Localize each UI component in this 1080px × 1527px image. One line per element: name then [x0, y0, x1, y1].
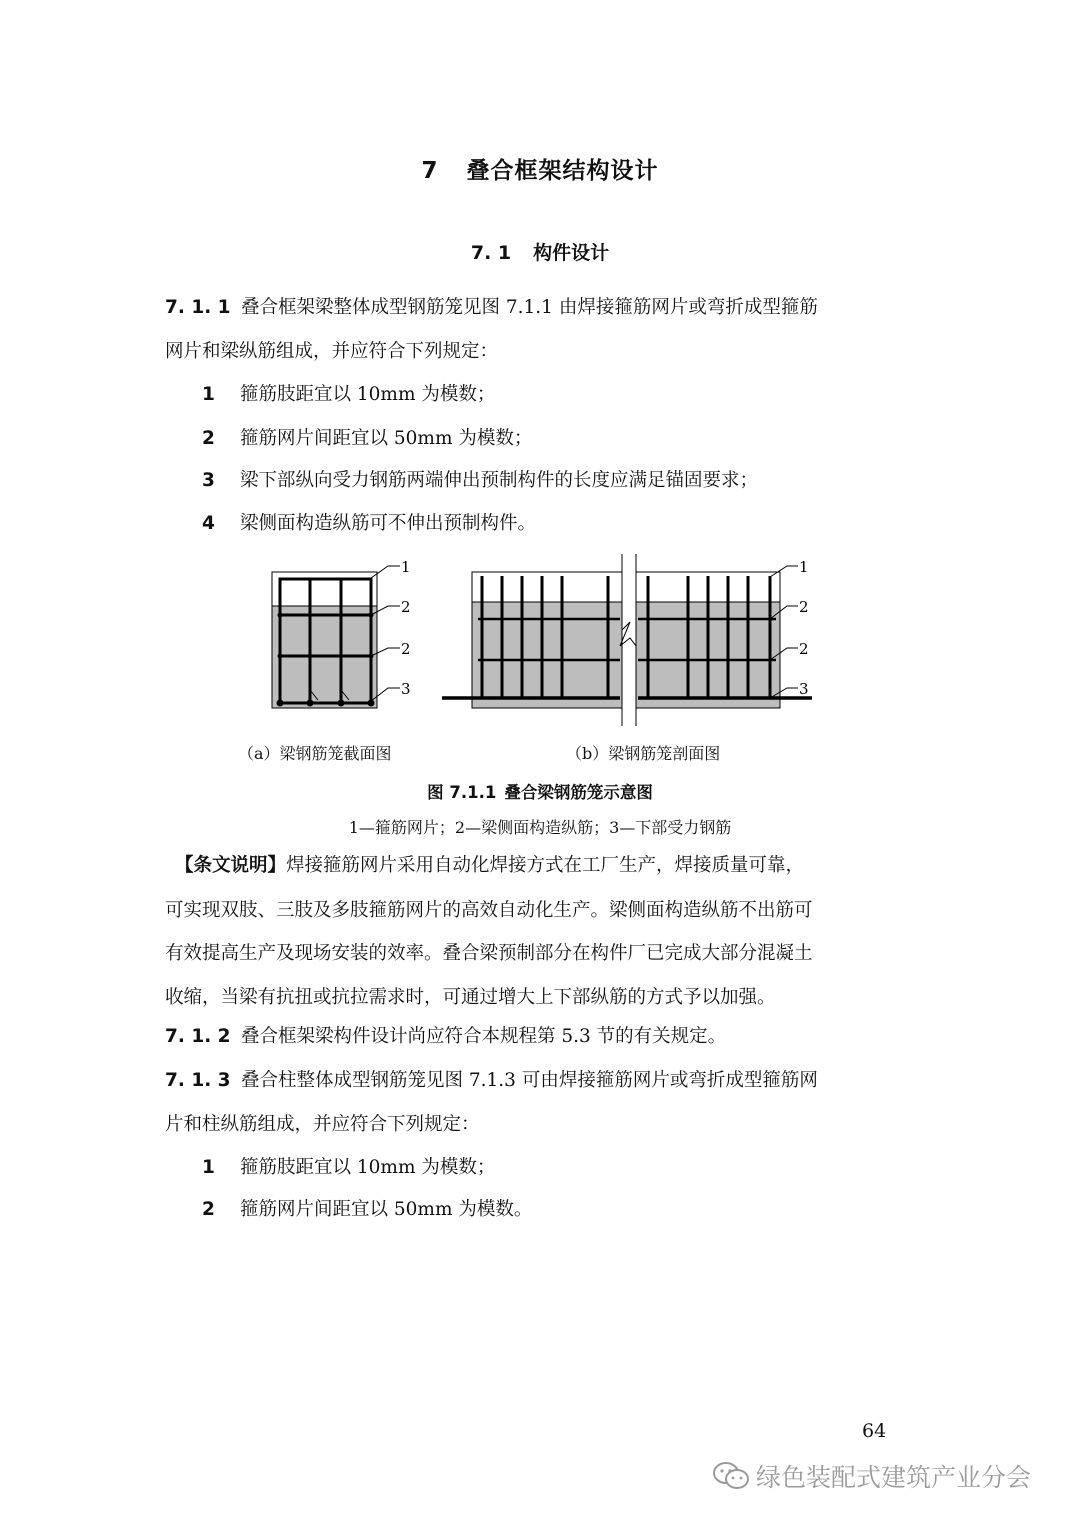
chapter-title: 叠合框架结构设计: [466, 158, 659, 184]
item-number: 1: [202, 1157, 215, 1178]
item-text: 箍筋网片间距宜以 50mm 为模数。: [240, 1199, 533, 1220]
rebar-cage-figure: [260, 550, 820, 730]
clause-711-item-3: [202, 466, 758, 492]
item-number: 2: [202, 428, 215, 449]
item-number: 3: [202, 470, 215, 491]
figure-title: [0, 779, 1080, 803]
clause-713-line1: [165, 1067, 818, 1095]
explanation-line2: 可实现双肢、三肢及多肢箍筋网片的高效自动化生产。梁侧面构造纵筋不出筋可: [165, 900, 813, 921]
explanation-line3: 有效提高生产及现场安装的效率。叠合梁预制部分在构件厂已完成大部分混凝土: [165, 943, 813, 964]
clause-711-item-2: [202, 424, 532, 450]
clause-number: 7. 1. 1: [165, 297, 231, 318]
page-number: 64: [862, 1420, 887, 1442]
callout-label: 1: [799, 558, 809, 576]
clause-text: 叠合框架梁构件设计尚应符合本规程第 5.3 节的有关规定。: [241, 1026, 727, 1047]
callout-label: 1: [401, 558, 411, 576]
section-heading: [0, 238, 1080, 265]
explanation-label: 【条文说明】: [175, 855, 287, 876]
clause-711-line2: 网片和梁纵筋组成，并应符合下列规定：: [165, 341, 499, 362]
clause-text: 叠合框架梁整体成型钢筋笼见图 7.1.1 由焊接箍筋网片或弯折成型箍筋: [241, 297, 818, 318]
clause-713-line2: 片和柱纵筋组成，并应符合下列规定：: [165, 1114, 480, 1135]
explanation-line4: 收缩，当梁有抗扭或抗拉需求时，可通过增大上下部纵筋的方式予以加强。: [165, 987, 776, 1008]
figure-legend: 1—箍筋网片；2—梁侧面构造纵筋；3—下部受力钢筋: [348, 818, 732, 837]
callout-label: 2: [401, 598, 411, 616]
chapter-heading: [0, 152, 1080, 185]
wechat-icon: [712, 1461, 750, 1491]
callout-label: 2: [401, 640, 411, 658]
clause-711-item-1: [202, 380, 495, 406]
clause-711-line1: [165, 294, 818, 322]
clause-number: 7. 1. 2: [165, 1026, 231, 1047]
beam-cross-section-diagram: [272, 558, 411, 708]
caption-a: （a）梁钢筋笼截面图: [238, 744, 392, 763]
clause-713-item-1: [202, 1153, 495, 1179]
item-text: 箍筋肢距宜以 10mm 为模数；: [240, 384, 496, 405]
explanation-text: 焊接箍筋网片采用自动化焊接方式在工厂生产，焊接质量可靠，: [286, 855, 805, 876]
figure-title-text: 叠合梁钢筋笼示意图: [504, 783, 653, 802]
callout-label: 2: [799, 640, 809, 658]
clause-711-item-4: [202, 509, 536, 535]
item-number: 2: [202, 1199, 215, 1220]
caption-b: （b）梁钢筋笼剖面图: [566, 744, 721, 763]
clause-712: [165, 1023, 726, 1051]
item-number: 4: [202, 513, 215, 534]
section-title: 构件设计: [533, 242, 610, 264]
item-number: 1: [202, 384, 215, 405]
clause-text: 叠合柱整体成型钢筋笼见图 7.1.3 可由焊接箍筋网片或弯折成型箍筋网: [241, 1070, 818, 1091]
clause-713-item-2: [202, 1195, 532, 1221]
item-text: 箍筋肢距宜以 10mm 为模数；: [240, 1157, 496, 1178]
section-number: 7. 1: [470, 242, 512, 264]
clause-number: 7. 1. 3: [165, 1070, 231, 1091]
item-text: 箍筋网片间距宜以 50mm 为模数；: [240, 428, 533, 449]
chapter-number: 7: [421, 158, 439, 184]
item-text: 梁下部纵向受力钢筋两端伸出预制构件的长度应满足锚固要求；: [240, 470, 759, 491]
callout-label: 2: [799, 598, 809, 616]
item-text: 梁侧面构造纵筋可不伸出预制构件。: [240, 513, 537, 534]
callout-label: 3: [799, 680, 809, 698]
watermark: [712, 1458, 1031, 1494]
figure-number: 图 7.1.1: [427, 783, 497, 802]
watermark-text: 绿色装配式建筑产业分会: [756, 1463, 1032, 1492]
callout-label: 3: [401, 680, 411, 698]
explanation-line1: [175, 852, 804, 880]
beam-longitudinal-section-diagram: [442, 550, 812, 726]
